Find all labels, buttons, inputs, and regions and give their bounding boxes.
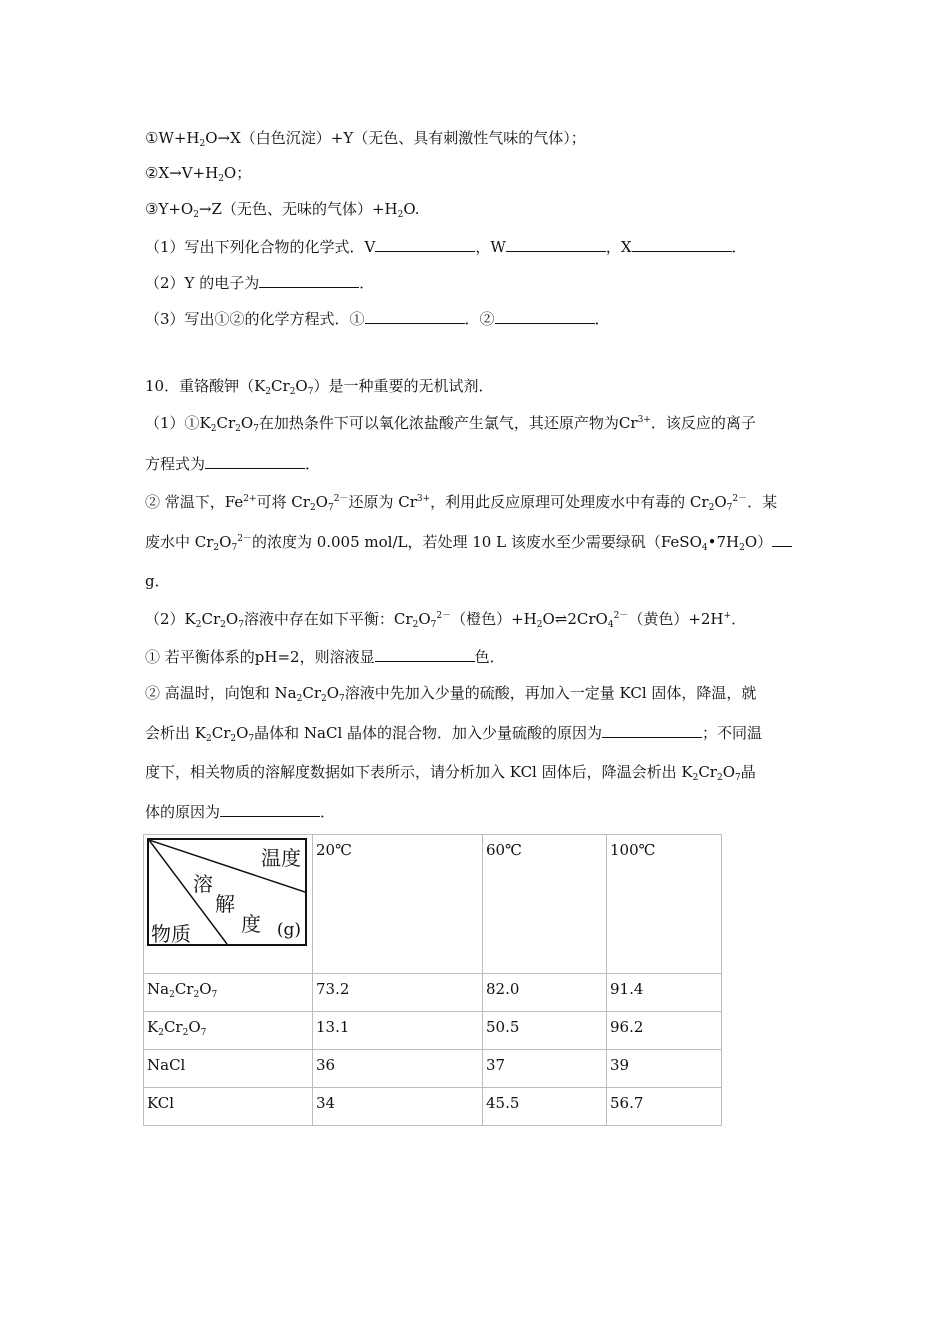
q10-part1b-line3: g． <box>145 572 170 590</box>
answer-blank-cooling-reason[interactable] <box>220 801 320 817</box>
reaction-2: $②X\to V+H_2O$； <box>145 164 252 184</box>
solubility-value: 73.2 <box>313 974 483 1012</box>
substance-name: NaCl <box>144 1050 313 1088</box>
solubility-value: 56.7 <box>607 1088 722 1126</box>
header-temp-20: 20℃ <box>313 835 483 974</box>
answer-blank-acid-reason[interactable] <box>602 722 702 738</box>
diagram-label-sol3: 度 <box>241 912 261 936</box>
q10-part2-line4: 体的原因为 ． <box>145 803 336 821</box>
q10-part1b-line2: 废水中 $Cr_2O_7^{2-}$的浓度为 0.005 mol/L，若处理 10 L 该废水至少需要绿矾$(FeSO_4•7H_2O)$ <box>145 531 792 552</box>
table-row <box>144 974 722 1012</box>
question-10-title: 10．重铬酸钾$(K_2Cr_2O_7)$是一种重要的无机试剂． <box>145 377 494 397</box>
answer-blank-color[interactable] <box>375 646 475 662</box>
table-row <box>144 1050 722 1088</box>
solubility-table <box>143 834 722 1126</box>
q10-part2-line3: 度下，相关物质的溶解度数据如下表所示，请分析加入 KCl 固体后，降温会析出 $K_2Cr_2O_7$晶 <box>145 763 756 783</box>
solubility-value: 91.4 <box>607 974 722 1012</box>
diagram-label-substance: 物质 <box>151 922 191 946</box>
table-row <box>144 1012 722 1050</box>
solubility-value: 45.5 <box>483 1088 607 1126</box>
answer-blank-v[interactable] <box>375 236 475 252</box>
q10-part2-ph: ① 若平衡体系的pH=2，则溶液显 色． <box>145 648 505 666</box>
answer-blank-mass[interactable] <box>772 531 792 547</box>
diagram-label-temperature: 温度 <box>261 846 301 870</box>
substance-name: $K_2Cr_2O_7$ <box>144 1012 313 1050</box>
substance-name: KCl <box>144 1088 313 1126</box>
answer-blank-y[interactable] <box>259 272 359 288</box>
solubility-value: 36 <box>313 1050 483 1088</box>
solubility-value: 34 <box>313 1088 483 1126</box>
diagram-label-unit: (g) <box>276 920 301 940</box>
answer-blank-eq1[interactable] <box>365 308 465 324</box>
diagonal-header-cell <box>144 835 313 974</box>
header-temp-60: 60℃ <box>483 835 607 974</box>
q10-part1-line2: 方程式为 ． <box>145 455 321 473</box>
solubility-value: 39 <box>607 1050 722 1088</box>
question-1: （1）写出下列化合物的化学式．V ，W ，X ． <box>145 238 747 256</box>
question-2: （2）Y 的电子为 ． <box>145 274 375 292</box>
diagram-label-sol2: 解 <box>215 892 235 916</box>
answer-blank-x[interactable] <box>632 236 732 252</box>
solubility-value: 50.5 <box>483 1012 607 1050</box>
q10-part2-line1: ② 高温时，向饱和 $Na_2Cr_2O_7$溶液中先加入少量的硫酸，再加入一定量 KCl 固体，降温，就 <box>145 684 757 704</box>
q10-part1-line1: $(1)①K_2Cr_2O_7$在加热条件下可以氧化浓盐酸产生氯气，其还原产物为$Cr^{3+}$．该反应的离子 <box>145 414 756 434</box>
table-header-row <box>144 835 722 974</box>
substance-name: $Na_2Cr_2O_7$ <box>144 974 313 1012</box>
solubility-value: 96.2 <box>607 1012 722 1050</box>
answer-blank-eq2[interactable] <box>495 308 595 324</box>
solubility-value: 37 <box>483 1050 607 1088</box>
diagram-label-sol1: 溶 <box>193 872 213 896</box>
reaction-1: $①W+H_2O\to X$（白色沉淀）+Y（无色、具有刺激性气味的气体）； <box>145 129 586 149</box>
q10-part1b-line1: ② 常温下，$Fe^{2+}$可将 $Cr_2O_7^{2-}$还原为 $Cr^{3+}$，利用此反应原理可处理废水中有毒的 $Cr_2O_7^{2-}$．某 <box>145 493 778 513</box>
diagonal-header-diagram <box>147 838 307 946</box>
answer-blank-ion-eq[interactable] <box>205 453 305 469</box>
solubility-value: 82.0 <box>483 974 607 1012</box>
table-row <box>144 1088 722 1126</box>
answer-blank-w[interactable] <box>506 236 606 252</box>
solubility-value: 13.1 <box>313 1012 483 1050</box>
question-3: （3）写出①②的化学方程式．① ．② ． <box>145 310 610 328</box>
q10-part2-equilibrium: $(2)K_2Cr_2O_7$溶液中存在如下平衡：$Cr_2O_7^{2-}$（橙色）$+H_2O\rightleftharpoons 2CrO_4^{2-}$（黄色）+2H+． <box>145 610 747 630</box>
header-temp-100: 100℃ <box>607 835 722 974</box>
reaction-3: $③Y+O_2\to Z$（无色、无味的气体）$+H_2O$. <box>145 200 420 220</box>
q10-part2-line2: 会析出 $K_2Cr_2O_7$晶体和 NaCl 晶体的混合物．加入少量硫酸的原因为 ；不同温 <box>145 724 763 744</box>
